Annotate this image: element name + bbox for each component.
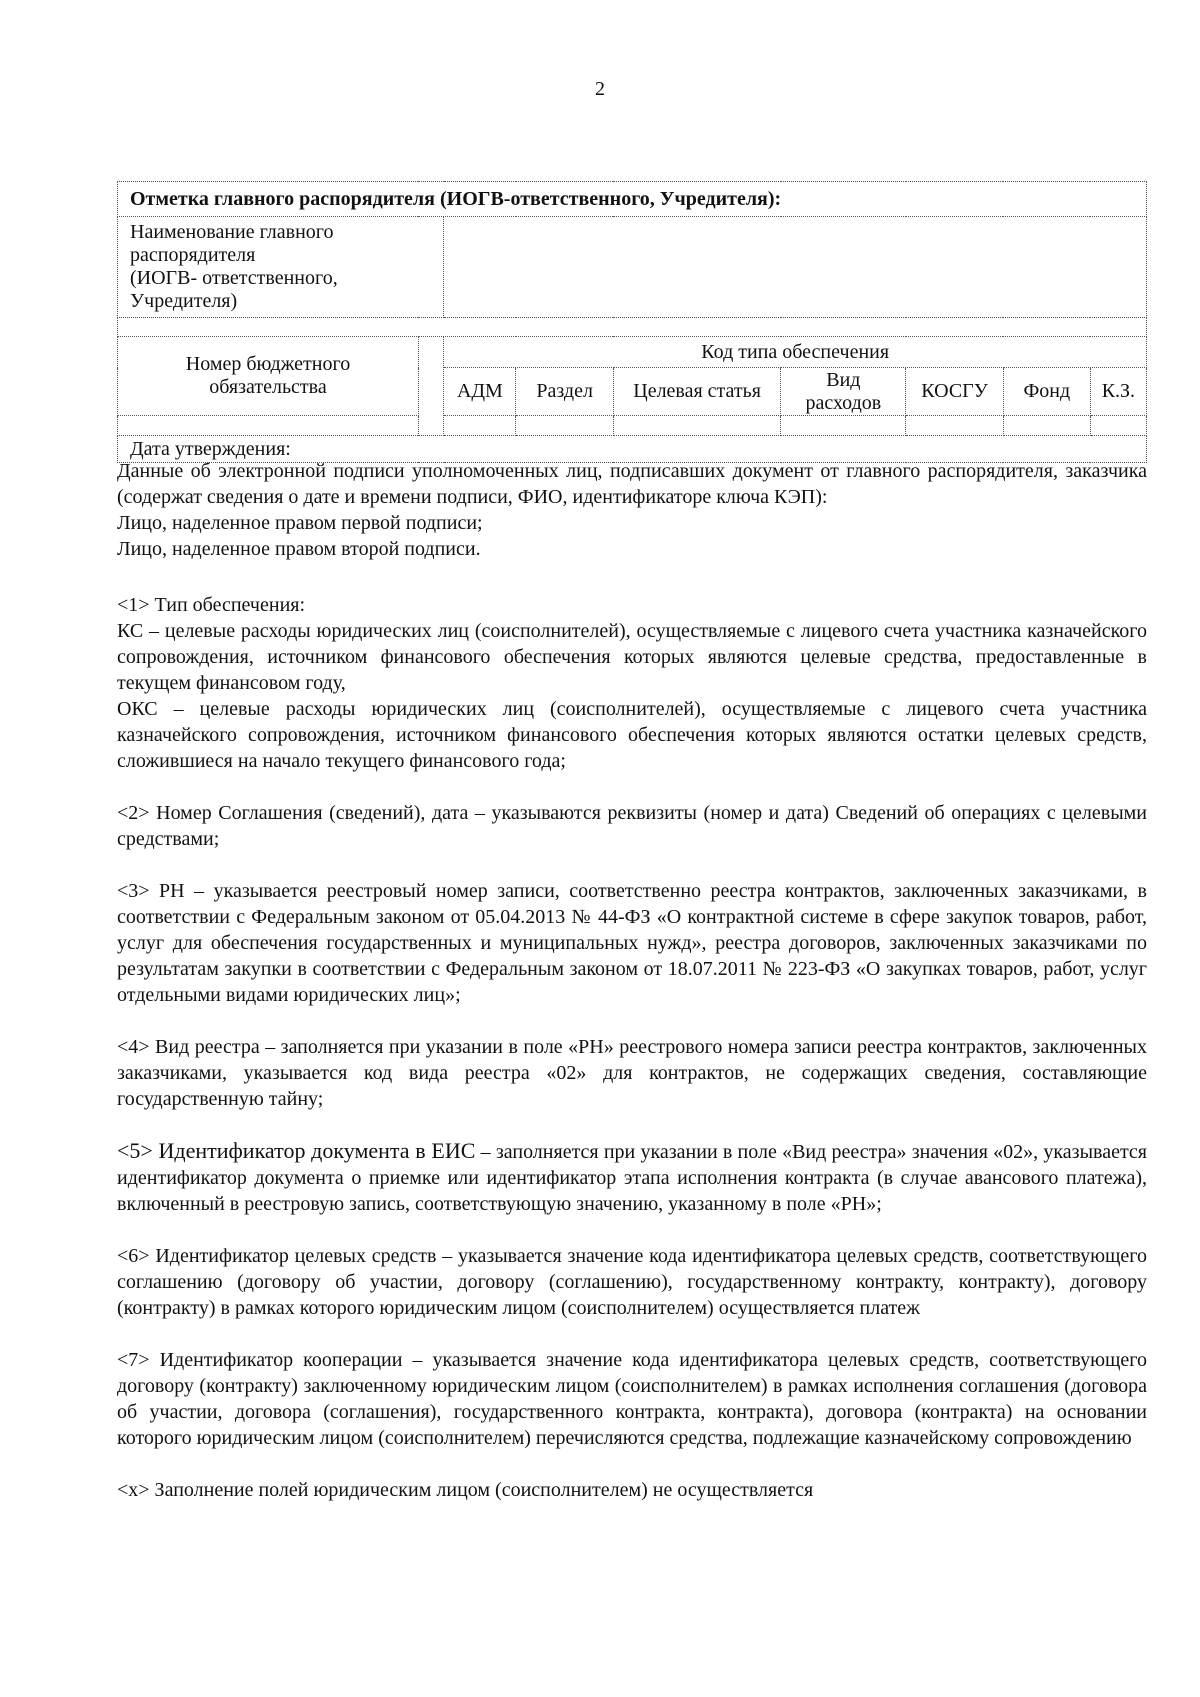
note-x: <x> Заполнение полей юридическим лицом (соисполнителем) не осуществляется (117, 1479, 814, 1501)
distributor-name-field[interactable] (444, 217, 1147, 318)
note-5 (117, 1138, 1147, 1217)
col-section: Раздел (516, 368, 613, 416)
second-signer: Лицо, наделенное правом второй подписи. (117, 538, 481, 560)
adm-field[interactable] (444, 416, 516, 436)
col-expense-type-line1: Вид (826, 368, 861, 391)
note-6: <6> Идентификатор целевых средств – указывается значение кода идентификатора целевых средств, соответствующего соглашению (договору об участии, договору (соглашению), государственному контракту, контракту), договору (контракту) в рамках которого юридическим лицом (соисполнителем) осуществляется платеж (117, 1245, 1147, 1319)
note-2: <2> Номер Соглашения (сведений), дата – указываются реквизиты (номер и дата) Сведений об операциях с целевыми средствами; (117, 802, 1147, 850)
approval-form-table (117, 181, 1147, 463)
col-kosgu: КОСГУ (906, 368, 1003, 416)
col-adm: АДМ (444, 368, 516, 416)
fund-field[interactable] (1003, 416, 1090, 436)
obligation-label-line1: Номер бюджетного (185, 353, 351, 375)
approval-date-label: Дата утверждения: (118, 436, 1147, 463)
note-1-oks: ОКС – целевые расходы юридических лиц (соисполнителей), осуществляемые с лицевого счета участника казначейского сопровождения, источником финансового обеспечения которых являются остатки целевых средств, сложившиеся на начало текущего финансового года; (117, 698, 1147, 772)
note-1-ks: КС – целевые расходы юридических лиц (соисполнителей), осуществляемые с лицевого счета участника казначейского сопровождения, источником финансового обеспечения которых являются целевые средства, предоставленные в текущем финансовом году, (117, 620, 1147, 694)
note-7: <7> Идентификатор кооперации – указывается значение кода идентификатора целевых средств, соответствующего договору (контракту) заключенному юридическим лицом (соисполнителем) в рамках исполнения соглашения (договора об участии, договора (соглашения), государственного контракта, контракта), договора (контракта) на основании которого юридическим лицом (соисполнителем) перечисляются средства, подлежащие казначейскому сопровождению (117, 1349, 1147, 1449)
spacer-cell (418, 337, 443, 436)
first-signer: Лицо, наделенное правом первой подписи; (117, 512, 483, 534)
note-4: <4> Вид реестра – заполняется при указании в поле «РН» реестрового номера записи реестра контрактов, заключенных заказчиками, указывается код вида реестра «02» для контрактов, не содержащих сведения, составляющие государственную тайну; (117, 1036, 1147, 1110)
page-number: 2 (595, 78, 605, 100)
col-expense-type (781, 368, 906, 416)
note-1-title: <1> Тип обеспечения: (117, 594, 306, 616)
kosgu-field[interactable] (906, 416, 1003, 436)
table-header: Отметка главного распорядителя (ИОГВ-ответственного, Учредителя): (118, 182, 1147, 217)
obligation-label-line2: обязательства (209, 376, 327, 398)
distributor-name-label-line2: (ИОГВ- ответственного, Учредителя) (130, 267, 338, 312)
note-5-rest: – заполняется при указании в поле «Вид реестра» значения «02», указывается идентификатор документа о приемке или идентификатор этапа исполнения контракта (в случае авансового платежа), включенный в реестровую запись, соответствующую значению, указанному в поле «РН»; (117, 1141, 1148, 1215)
distributor-name-label (118, 217, 444, 318)
code-type-label: Код типа обеспечения (444, 337, 1147, 368)
col-fund: Фонд (1003, 368, 1090, 416)
note-3: <3> РН – указывается реестровый номер записи, соответственно реестра контрактов, заключенных заказчиками, в соответствии с Федеральным законом от 05.04.2013 № 44-ФЗ «О контрактной системе в сфере закупок товаров, работ, услуг для обеспечения государственных и муниципальных нужд», реестра договоров, заключенных заказчиками по результатам закупки в соответствии с Федеральным законом от 18.07.2011 № 223-ФЗ «О закупках товаров, работ, услуг отдельными видами юридических лиц»; (117, 880, 1147, 1006)
col-expense-type-line2: расходов (805, 391, 882, 414)
kz-field[interactable] (1090, 416, 1146, 436)
distributor-name-label-line1: Наименование главного распорядителя (130, 221, 334, 266)
col-kz: К.З. (1090, 368, 1146, 416)
section-field[interactable] (516, 416, 613, 436)
note-5-lead: <5> Идентификатор документа в ЕИС (117, 1138, 476, 1163)
obligation-number-label (118, 337, 419, 416)
target-article-field[interactable] (613, 416, 780, 436)
notes-text (117, 458, 1147, 1503)
obligation-number-field[interactable] (118, 416, 419, 436)
blank-row (118, 318, 1147, 337)
expense-type-field[interactable] (781, 416, 906, 436)
col-target-article: Целевая статья (613, 368, 780, 416)
signature-info: Данные об электронной подписи уполномоченных лиц, подписавших документ от главного распорядителя, заказчика (содержат сведения о дате и времени подписи, ФИО, идентификаторе ключа КЭП): (117, 460, 1147, 508)
